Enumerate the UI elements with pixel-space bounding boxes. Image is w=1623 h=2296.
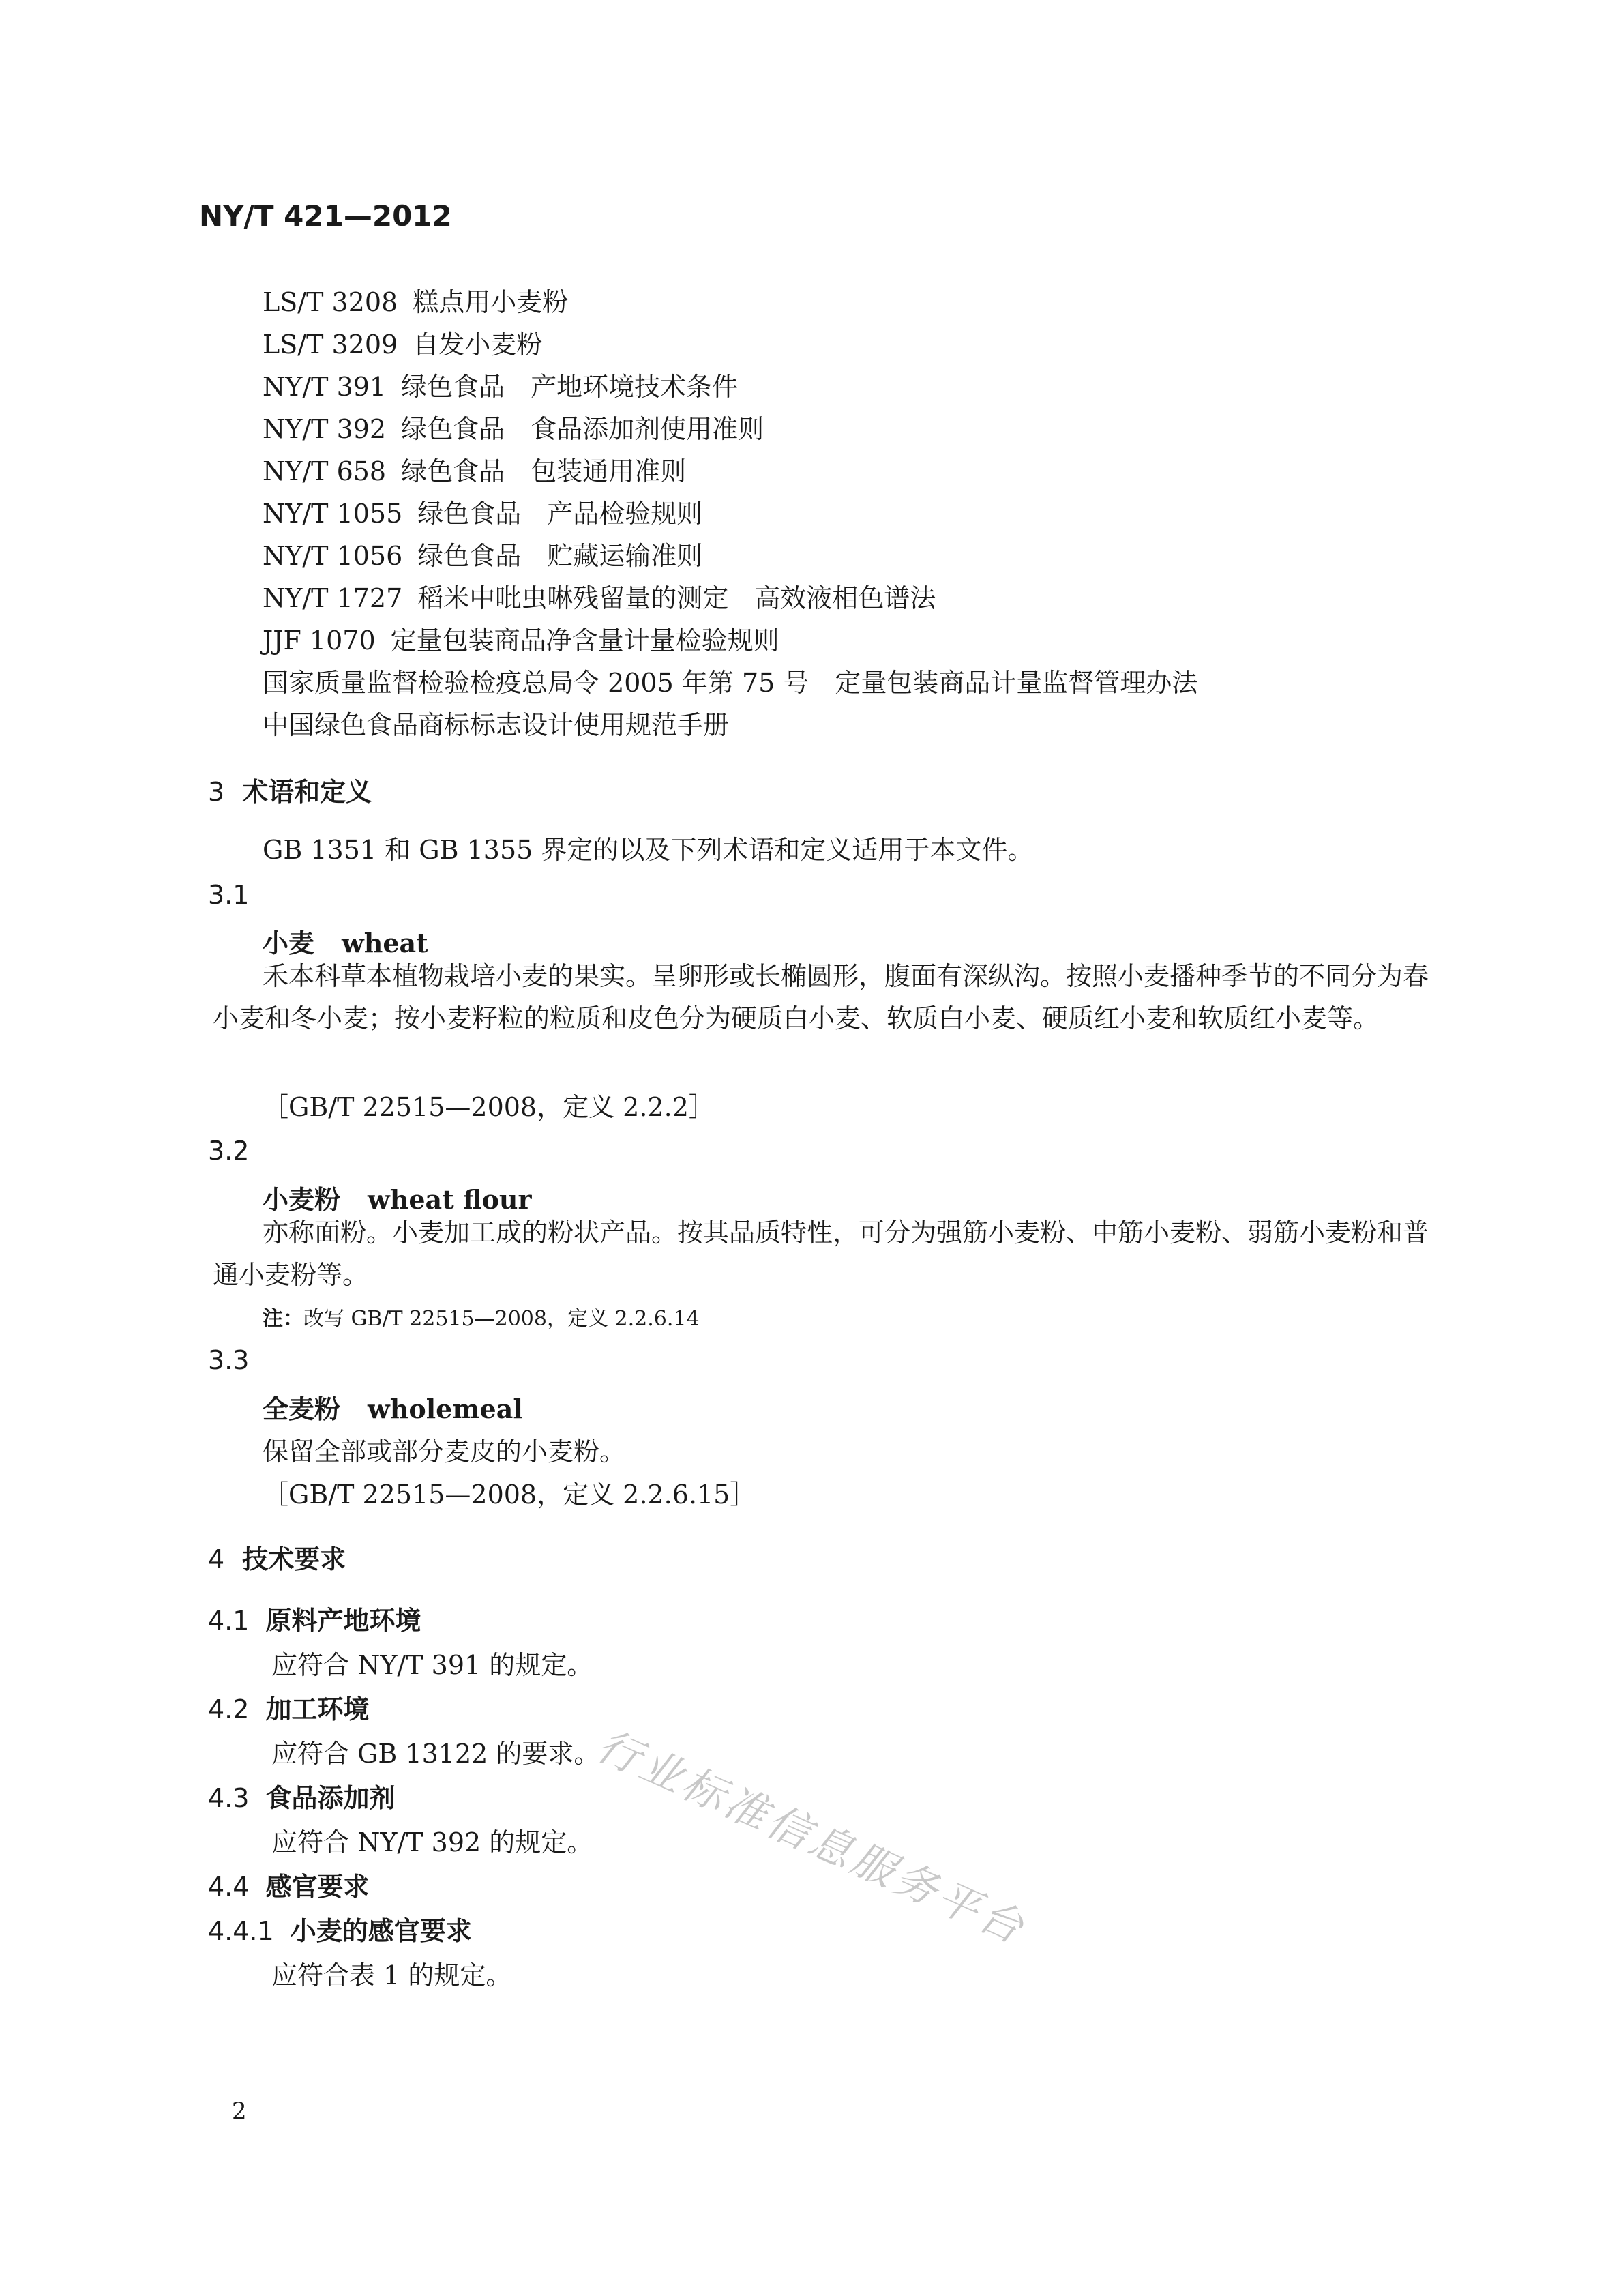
reference-code: LS/T 3209 [263,329,398,359]
page-number: 2 [232,2098,247,2125]
reference-item [263,366,738,403]
term-source: ［GB/T 22515—2008，定义 2.2.2］ [263,1092,715,1122]
subsection-text: 应符合表 1 的规定。 [271,1960,512,1990]
reference-title: 糕点用小麦粉 [413,287,569,317]
standard-number-header: NY/T 421—2012 [199,199,452,233]
section-heading [208,771,372,808]
subsection-number: 4.4 [208,1872,250,1902]
reference-code: NY/T 1056 [263,541,403,571]
reference-title: 绿色食品 产地环境技术条件 [401,372,739,402]
term-en: wholemeal [368,1394,523,1424]
reference-item [263,450,686,488]
subsection-title: 感官要求 [265,1871,370,1902]
reference-title: 绿色食品 产品检验规则 [417,499,703,529]
reference-code: NY/T 392 [263,414,387,444]
reference-title: 自发小麦粉 [413,329,543,359]
reference-title: 稻米中吡虫啉残留量的测定 高效液相色谱法 [417,583,936,613]
reference-item [263,619,779,657]
term-en: wheat flour [368,1184,532,1215]
reference-item [263,323,542,361]
term-number: 3.3 [208,1345,250,1375]
subsection-title: 原料产地环境 [265,1605,421,1636]
reference-code: NY/T 391 [263,372,387,402]
reference-title: 国家质量监督检验检疫总局令 2005 年第 75 号 定量包装商品计量监督管理办法 [263,668,1198,698]
term-definition: 禾本科草本植物栽培小麦的果实。呈卵形或长椭圆形，腹面有深纵沟。按照小麦播种季节的不同分为春小麦和冬小麦；按小麦籽粒的粒质和皮色分为硬质白小麦、软质白小麦、硬质红小麦和软质红小麦等。 [213,961,1429,1033]
reference-title: 中国绿色食品商标标志设计使用规范手册 [263,710,730,740]
subsection-heading [208,1688,369,1726]
term-en: wheat [342,928,428,958]
subsection-number: 4.2 [208,1694,250,1724]
subsection-text: 应符合 NY/T 392 的规定。 [271,1827,593,1857]
term-heading [263,1388,523,1426]
term-definition: 保留全部或部分麦皮的小麦粉。 [263,1437,626,1467]
reference-item [263,281,568,319]
subsection-title: 小麦的感官要求 [290,1915,472,1946]
term-cn: 全麦粉 [263,1394,341,1424]
reference-title: 绿色食品 包装通用准则 [401,456,687,486]
section-title: 术语和定义 [242,776,372,807]
reference-item [263,577,936,615]
subsection-text: 应符合 NY/T 391 的规定。 [271,1650,593,1680]
note-label: 注： [263,1307,303,1331]
term-definition: 亦称面粉。小麦加工成的粉状产品。按其品质特性，可分为强筋小麦粉、中筋小麦粉、弱筋小麦粉和普通小麦粉等。 [213,1218,1429,1290]
section-title: 技术要求 [242,1544,346,1574]
subsection-text: 应符合 GB 13122 的要求。 [271,1739,600,1769]
reference-title: 绿色食品 食品添加剂使用准则 [401,414,764,444]
term-number: 3.1 [208,880,250,910]
reference-item [263,408,764,445]
subsection-number: 4.1 [208,1606,250,1636]
section-intro: GB 1351 和 GB 1355 界定的以及下列术语和定义适用于本文件。 [263,835,1034,865]
term-cn: 小麦粉 [263,1184,341,1215]
section-heading [208,1538,346,1576]
subsection-number: 4.3 [208,1783,250,1813]
term-source: ［GB/T 22515—2008，定义 2.2.6.15］ [263,1480,756,1510]
reference-item [263,704,729,741]
term-note [263,1301,700,1331]
reference-code: LS/T 3208 [263,287,398,317]
reference-item [263,492,702,530]
watermark: 行业标准信息服务平台 [590,1720,1034,1955]
subsection-heading [208,1600,421,1637]
reference-item [263,662,1197,699]
term-cn: 小麦 [263,928,315,958]
subsection-title: 加工环境 [265,1694,370,1724]
term-number: 3.2 [208,1136,250,1166]
note-text: 改写 GB/T 22515—2008，定义 2.2.6.14 [303,1307,700,1331]
subsection-number: 4.4.1 [208,1916,274,1946]
term-heading [263,922,428,960]
section-number: 3 [208,777,225,807]
reference-code: NY/T 658 [263,456,387,486]
term-heading [263,1179,532,1216]
reference-title: 绿色食品 贮藏运输准则 [417,541,703,571]
subsection-heading [208,1866,369,1903]
section-number: 4 [208,1544,225,1574]
reference-code: JJF 1070 [263,625,376,656]
subsection-heading [208,1777,395,1814]
subsection-title: 食品添加剂 [265,1782,396,1813]
reference-code: NY/T 1055 [263,499,403,529]
subsection-heading [208,1910,472,1947]
reference-code: NY/T 1727 [263,583,403,613]
reference-item [263,535,702,572]
reference-title: 定量包装商品净含量计量检验规则 [390,625,779,656]
